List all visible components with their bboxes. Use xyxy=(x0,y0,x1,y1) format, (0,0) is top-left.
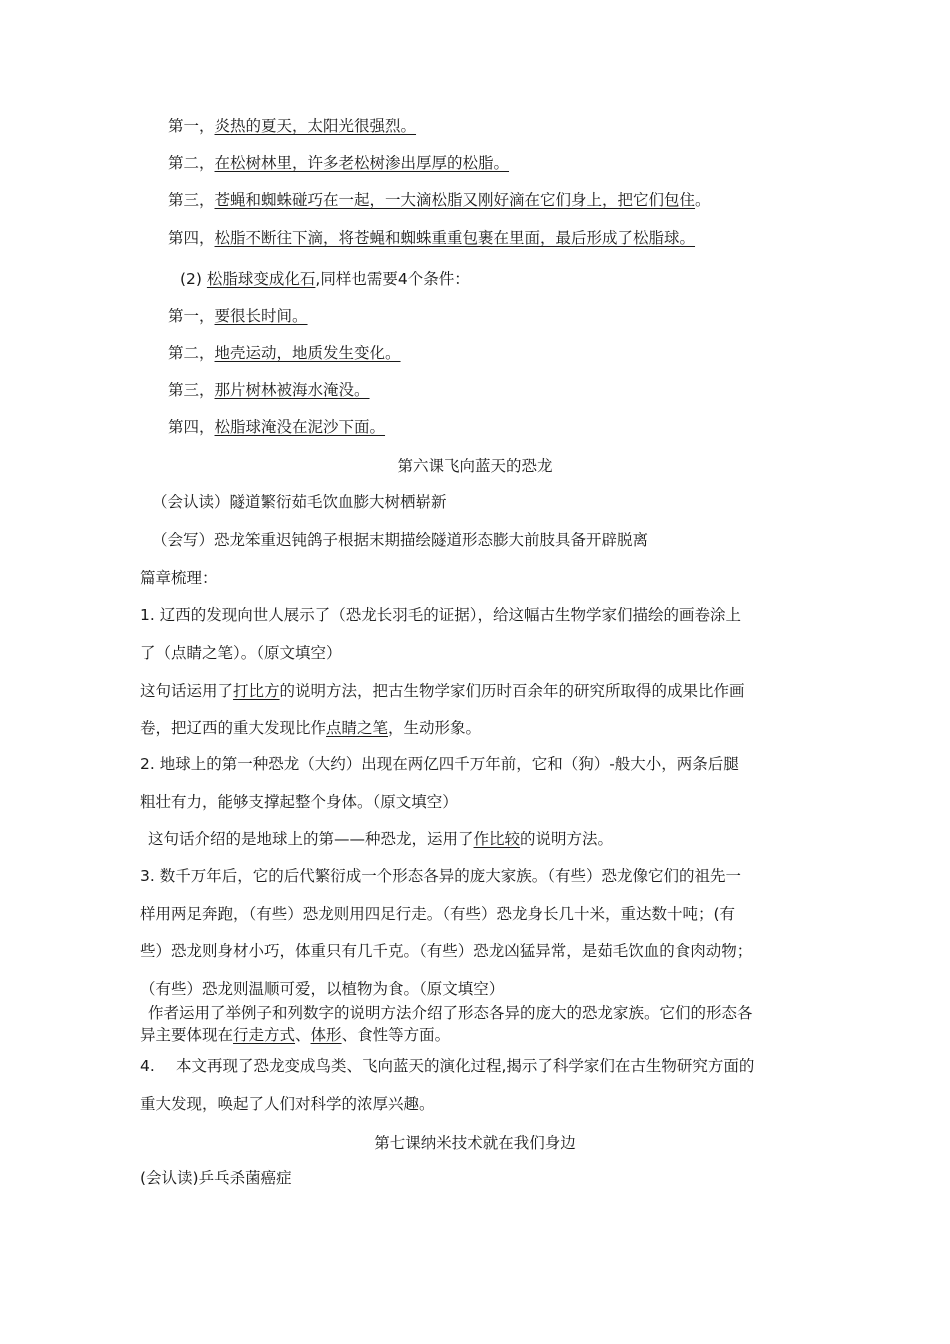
q3-answer: 行走方式 xyxy=(233,1026,296,1044)
q1-text: 卷，把辽西的重大发现比作 xyxy=(140,719,327,737)
condition-text: 地壳运动，地质发生变化。 xyxy=(214,344,401,362)
q2-answer: 作比较 xyxy=(473,830,521,848)
q3-answer: 体形 xyxy=(310,1026,342,1044)
q1-answer: 打比方 xyxy=(233,682,280,700)
q1-text: 的说明方法，把古生物学家们历时百余年的研究所取得的成果比作画 xyxy=(279,682,745,700)
condition-end: 。 xyxy=(695,191,711,209)
condition-line-3 xyxy=(168,190,711,210)
condition-label: 第二， xyxy=(168,154,215,172)
lesson6-title: 第六课飞向蓝天的恐龙 xyxy=(397,457,553,475)
q1-line-b: 了（点睛之笔）。（原文填空） xyxy=(140,644,342,662)
q4-line-a: 本文再现了恐龙变成鸟类、飞向蓝天的演化过程,揭示了科学家们在古生物研究方面的 xyxy=(176,1057,755,1075)
fossil-heading-underlined: 松脂球变成化石 xyxy=(206,270,316,288)
lesson7-read-words: (会认读)乒乓杀菌癌症 xyxy=(140,1169,292,1187)
q3-line-a: 3. 数千万年后，它的后代繁衍成一个形态各异的庞大家族。（有些）恐龙像它们的祖先一 xyxy=(140,867,741,885)
q1-line-c xyxy=(140,681,745,701)
outline-heading: 篇章梳理： xyxy=(140,569,218,587)
condition-line-2 xyxy=(168,153,509,173)
q2-line-a: 2. 地球上的第一种恐龙（大约）出现在两亿四千万年前，它和（狗）-般大小，两条后腿 xyxy=(140,755,739,773)
q1-line-d xyxy=(140,718,481,738)
q2-line-c xyxy=(148,829,613,849)
q2-line-b: 粗壮有力，能够支撑起整个身体。（原文填空） xyxy=(140,793,458,811)
fossil-line-2 xyxy=(168,343,401,363)
q1-text: ，生动形象。 xyxy=(388,719,482,737)
fossil-heading-number: (2) xyxy=(180,270,202,288)
fossil-line-3 xyxy=(168,380,370,400)
condition-label: 第四， xyxy=(168,418,215,436)
q1-line-a: 1. 辽西的发现向世人展示了（恐龙长羽毛的证据），给这幅古生物学家们描绘的画卷涂上 xyxy=(140,606,741,624)
condition-label: 第二， xyxy=(168,344,215,362)
q2-text: 这句话介绍的是地球上的第——种恐龙，运用了 xyxy=(148,830,474,848)
q3-line-d: （有些）恐龙则温顺可爱，以植物为食。（原文填空） xyxy=(140,980,505,998)
condition-label: 第四， xyxy=(168,229,215,247)
condition-text: 苍蝇和蜘蛛碰巧在一起，一大滴松脂又刚好滴在它们身上，把它们包住 xyxy=(214,191,696,209)
condition-text: 炎热的夏天，太阳光很强烈。 xyxy=(214,117,417,135)
q3-text: 异主要体现在 xyxy=(140,1026,234,1044)
q1-answer: 点睛之笔 xyxy=(326,719,389,737)
q4-number: 4. xyxy=(140,1057,155,1075)
q4-line-b: 重大发现，唤起了人们对科学的浓厚兴趣。 xyxy=(140,1095,435,1113)
condition-label: 第一， xyxy=(168,307,215,325)
fossil-line-1 xyxy=(168,306,308,326)
q3-text: 、食性等方面。 xyxy=(341,1026,451,1044)
fossil-line-4 xyxy=(168,417,385,437)
q3-line-b: 样用两足奔跑，（有些）恐龙则用四足行走。（有些）恐龙身长几十米，重达数十吨；(有 xyxy=(140,905,736,923)
lesson6-write-words: （会写）恐龙笨重迟钝鸽子根据末期描绘隧道形态膨大前肢具备开辟脱离 xyxy=(152,531,649,549)
q3-line-f xyxy=(140,1025,450,1045)
lesson6-read-words: （会认读）隧道繁衍茹毛饮血膨大树栖崭新 xyxy=(152,493,447,511)
lesson7-title: 第七课纳米技术就在我们身边 xyxy=(374,1134,576,1152)
condition-label: 第一， xyxy=(168,117,215,135)
condition-text: 松脂球淹没在泥沙下面。 xyxy=(214,418,386,436)
q3-text: 、 xyxy=(295,1026,311,1044)
condition-text: 松脂不断往下滴，将苍蝇和蜘蛛重重包裹在里面，最后形成了松脂球。 xyxy=(214,229,696,247)
condition-label: 第三， xyxy=(168,191,215,209)
condition-text: 要很长时间。 xyxy=(214,307,308,325)
q2-text: 的说明方法。 xyxy=(520,830,614,848)
condition-line-1 xyxy=(168,116,416,136)
q3-line-c: 些）恐龙则身材小巧，体重只有几千克。（有些）恐龙凶猛异常，是茹毛饮血的食肉动物； xyxy=(140,942,753,960)
fossil-heading-rest: ,同样也需要4个条件： xyxy=(315,270,470,288)
condition-text: 在松树林里，许多老松树渗出厚厚的松脂。 xyxy=(214,154,510,172)
condition-line-4 xyxy=(168,228,695,248)
q3-line-e: 作者运用了举例子和列数字的说明方法介绍了形态各异的庞大的恐龙家族。它们的形态各 xyxy=(148,1004,753,1022)
condition-text: 那片树林被海水淹没。 xyxy=(214,381,370,399)
q1-text: 这句话运用了 xyxy=(140,682,234,700)
fossil-heading xyxy=(180,269,470,289)
condition-label: 第三， xyxy=(168,381,215,399)
